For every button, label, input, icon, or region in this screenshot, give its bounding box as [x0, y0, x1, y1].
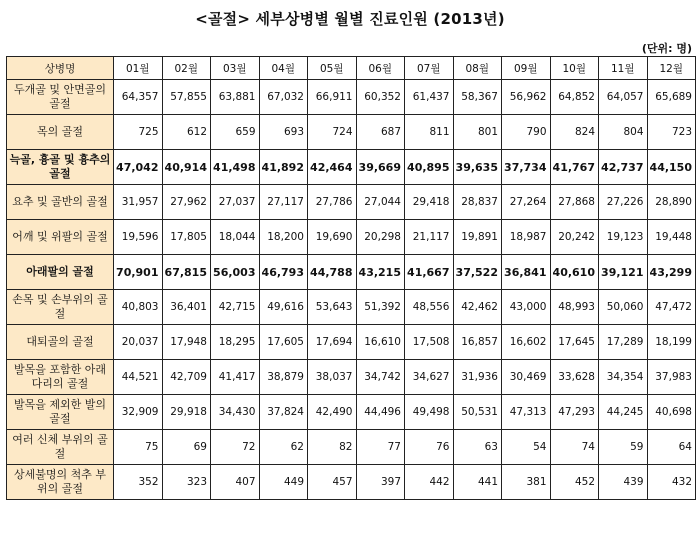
table-cell-value: 36,841 — [502, 255, 551, 290]
header-month-01: 01월 — [114, 57, 163, 80]
table-cell-value: 50,531 — [453, 395, 502, 430]
row-disease-name: 두개골 및 안면골의 골절 — [7, 80, 114, 115]
table-cell-value: 67,815 — [162, 255, 211, 290]
table-cell-value: 28,890 — [647, 185, 696, 220]
table-row — [7, 430, 696, 465]
table-cell-value: 824 — [550, 115, 599, 150]
table-row — [7, 150, 696, 185]
table-cell-value: 74 — [550, 430, 599, 465]
table-cell-value: 30,469 — [502, 360, 551, 395]
table-cell-value: 54 — [502, 430, 551, 465]
table-cell-value: 44,150 — [647, 150, 696, 185]
table-cell-value: 66,911 — [308, 80, 357, 115]
table-cell-value: 48,556 — [405, 290, 454, 325]
table-row — [7, 395, 696, 430]
header-month-03: 03월 — [211, 57, 260, 80]
row-disease-name: 어깨 및 위팔의 골절 — [7, 220, 114, 255]
table-cell-value: 34,627 — [405, 360, 454, 395]
table-cell-value: 59 — [599, 430, 648, 465]
table-cell-value: 51,392 — [356, 290, 405, 325]
header-month-08: 08월 — [453, 57, 502, 80]
table-cell-value: 41,667 — [405, 255, 454, 290]
table-cell-value: 56,962 — [502, 80, 551, 115]
table-cell-value: 32,909 — [114, 395, 163, 430]
table-cell-value: 29,418 — [405, 185, 454, 220]
table-cell-value: 801 — [453, 115, 502, 150]
table-cell-value: 50,060 — [599, 290, 648, 325]
table-cell-value: 70,901 — [114, 255, 163, 290]
table-cell-value: 27,044 — [356, 185, 405, 220]
unit-label: (단위: 명) — [641, 42, 692, 55]
table-cell-value: 72 — [211, 430, 260, 465]
header-month-04: 04월 — [259, 57, 308, 80]
table-row — [7, 255, 696, 290]
table-cell-value: 49,498 — [405, 395, 454, 430]
table-cell-value: 64,852 — [550, 80, 599, 115]
table-cell-value: 27,786 — [308, 185, 357, 220]
row-disease-name: 여러 신체 부위의 골절 — [7, 430, 114, 465]
table-cell-value: 27,117 — [259, 185, 308, 220]
table-cell-value: 31,936 — [453, 360, 502, 395]
table-cell-value: 40,610 — [550, 255, 599, 290]
table-cell-value: 442 — [405, 465, 454, 500]
header-row — [7, 57, 696, 80]
table-cell-value: 19,596 — [114, 220, 163, 255]
table-cell-value: 17,948 — [162, 325, 211, 360]
table-cell-value: 20,242 — [550, 220, 599, 255]
table-cell-value: 75 — [114, 430, 163, 465]
header-month-05: 05월 — [308, 57, 357, 80]
table-cell-value: 53,643 — [308, 290, 357, 325]
table-cell-value: 19,690 — [308, 220, 357, 255]
table-cell-value: 27,264 — [502, 185, 551, 220]
table-cell-value: 76 — [405, 430, 454, 465]
table-cell-value: 41,767 — [550, 150, 599, 185]
table-cell-value: 17,605 — [259, 325, 308, 360]
table-cell-value: 17,508 — [405, 325, 454, 360]
table-cell-value: 42,737 — [599, 150, 648, 185]
table-cell-value: 724 — [308, 115, 357, 150]
row-disease-name: 늑골, 흉골 및 흉추의 골절 — [7, 150, 114, 185]
header-month-11: 11월 — [599, 57, 648, 80]
table-cell-value: 723 — [647, 115, 696, 150]
table-cell-value: 47,293 — [550, 395, 599, 430]
table-cell-value: 44,788 — [308, 255, 357, 290]
fracture-table — [6, 56, 696, 500]
table-cell-value: 18,295 — [211, 325, 260, 360]
table-row — [7, 80, 696, 115]
table-cell-value: 47,313 — [502, 395, 551, 430]
table-cell-value: 381 — [502, 465, 551, 500]
table-cell-value: 725 — [114, 115, 163, 150]
table-cell-value: 41,498 — [211, 150, 260, 185]
table-row — [7, 220, 696, 255]
table-cell-value: 21,117 — [405, 220, 454, 255]
table-row — [7, 185, 696, 220]
table-cell-value: 790 — [502, 115, 551, 150]
table-cell-value: 77 — [356, 430, 405, 465]
header-month-02: 02월 — [162, 57, 211, 80]
table-cell-value: 82 — [308, 430, 357, 465]
row-disease-name: 대퇴골의 골절 — [7, 325, 114, 360]
table-cell-value: 40,895 — [405, 150, 454, 185]
table-cell-value: 17,645 — [550, 325, 599, 360]
table-row — [7, 360, 696, 395]
table-cell-value: 38,879 — [259, 360, 308, 395]
table-cell-value: 38,037 — [308, 360, 357, 395]
table-cell-value: 65,689 — [647, 80, 696, 115]
row-disease-name: 아래팔의 골절 — [7, 255, 114, 290]
row-disease-name: 손목 및 손부위의 골절 — [7, 290, 114, 325]
table-cell-value: 612 — [162, 115, 211, 150]
table-cell-value: 432 — [647, 465, 696, 500]
table-cell-value: 56,003 — [211, 255, 260, 290]
table-cell-value: 63 — [453, 430, 502, 465]
table-cell-value: 33,628 — [550, 360, 599, 395]
table-cell-value: 27,868 — [550, 185, 599, 220]
table-cell-value: 441 — [453, 465, 502, 500]
table-cell-value: 16,602 — [502, 325, 551, 360]
table-cell-value: 41,892 — [259, 150, 308, 185]
table-cell-value: 17,289 — [599, 325, 648, 360]
table-cell-value: 36,401 — [162, 290, 211, 325]
table-cell-value: 27,962 — [162, 185, 211, 220]
table-row — [7, 465, 696, 500]
table-cell-value: 43,215 — [356, 255, 405, 290]
table-cell-value: 17,805 — [162, 220, 211, 255]
table-cell-value: 47,472 — [647, 290, 696, 325]
table-cell-value: 39,635 — [453, 150, 502, 185]
header-month-09: 09월 — [502, 57, 551, 80]
table-cell-value: 439 — [599, 465, 648, 500]
table-cell-value: 687 — [356, 115, 405, 150]
table-cell-value: 42,709 — [162, 360, 211, 395]
table-cell-value: 42,715 — [211, 290, 260, 325]
row-disease-name: 발목을 제외한 발의 골절 — [7, 395, 114, 430]
table-cell-value: 18,199 — [647, 325, 696, 360]
table-cell-value: 29,918 — [162, 395, 211, 430]
table-cell-value: 43,299 — [647, 255, 696, 290]
row-disease-name: 상세불명의 척추 부위의 골절 — [7, 465, 114, 500]
table-cell-value: 34,430 — [211, 395, 260, 430]
table-cell-value: 61,437 — [405, 80, 454, 115]
table-cell-value: 37,734 — [502, 150, 551, 185]
page-title: <골절> 세부상병별 월별 진료인원 (2013년) — [195, 10, 505, 28]
table-cell-value: 16,610 — [356, 325, 405, 360]
table-cell-value: 19,891 — [453, 220, 502, 255]
table-cell-value: 63,881 — [211, 80, 260, 115]
table-cell-value: 44,496 — [356, 395, 405, 430]
table-cell-value: 62 — [259, 430, 308, 465]
table-cell-value: 40,803 — [114, 290, 163, 325]
table-cell-value: 44,245 — [599, 395, 648, 430]
table-cell-value: 452 — [550, 465, 599, 500]
table-cell-value: 48,993 — [550, 290, 599, 325]
row-disease-name: 발목을 포함한 아래다리의 골절 — [7, 360, 114, 395]
table-cell-value: 659 — [211, 115, 260, 150]
table-cell-value: 69 — [162, 430, 211, 465]
table-cell-value: 67,032 — [259, 80, 308, 115]
table-cell-value: 47,042 — [114, 150, 163, 185]
table-cell-value: 19,123 — [599, 220, 648, 255]
table-cell-value: 64,357 — [114, 80, 163, 115]
table-cell-value: 42,464 — [308, 150, 357, 185]
table-cell-value: 18,987 — [502, 220, 551, 255]
table-cell-value: 352 — [114, 465, 163, 500]
table-cell-value: 34,742 — [356, 360, 405, 395]
table-body — [7, 80, 696, 500]
row-disease-name: 요추 및 골반의 골절 — [7, 185, 114, 220]
row-disease-name: 목의 골절 — [7, 115, 114, 150]
header-month-07: 07월 — [405, 57, 454, 80]
table-cell-value: 18,200 — [259, 220, 308, 255]
table-row — [7, 290, 696, 325]
table-cell-value: 39,121 — [599, 255, 648, 290]
table-cell-value: 42,462 — [453, 290, 502, 325]
table-cell-value: 40,698 — [647, 395, 696, 430]
table-cell-value: 37,522 — [453, 255, 502, 290]
table-cell-value: 19,448 — [647, 220, 696, 255]
table-cell-value: 457 — [308, 465, 357, 500]
table-cell-value: 42,490 — [308, 395, 357, 430]
table-cell-value: 58,367 — [453, 80, 502, 115]
table-cell-value: 39,669 — [356, 150, 405, 185]
table-cell-value: 43,000 — [502, 290, 551, 325]
table-cell-value: 18,044 — [211, 220, 260, 255]
table-cell-value: 64 — [647, 430, 696, 465]
table-cell-value: 49,616 — [259, 290, 308, 325]
header-month-10: 10월 — [550, 57, 599, 80]
table-cell-value: 407 — [211, 465, 260, 500]
table-cell-value: 397 — [356, 465, 405, 500]
table-cell-value: 20,298 — [356, 220, 405, 255]
table-cell-value: 811 — [405, 115, 454, 150]
table-cell-value: 37,824 — [259, 395, 308, 430]
header-month-12: 12월 — [647, 57, 696, 80]
table-cell-value: 27,037 — [211, 185, 260, 220]
table-cell-value: 20,037 — [114, 325, 163, 360]
table-cell-value: 41,417 — [211, 360, 260, 395]
table-cell-value: 17,694 — [308, 325, 357, 360]
table-cell-value: 60,352 — [356, 80, 405, 115]
table-cell-value: 449 — [259, 465, 308, 500]
table-cell-value: 37,983 — [647, 360, 696, 395]
header-disease-name: 상병명 — [7, 57, 114, 80]
table-cell-value: 57,855 — [162, 80, 211, 115]
table-row — [7, 115, 696, 150]
table-cell-value: 28,837 — [453, 185, 502, 220]
table-cell-value: 16,857 — [453, 325, 502, 360]
table-cell-value: 34,354 — [599, 360, 648, 395]
table-cell-value: 31,957 — [114, 185, 163, 220]
table-row — [7, 325, 696, 360]
table-cell-value: 64,057 — [599, 80, 648, 115]
header-month-06: 06월 — [356, 57, 405, 80]
table-cell-value: 693 — [259, 115, 308, 150]
table-cell-value: 46,793 — [259, 255, 308, 290]
table-cell-value: 323 — [162, 465, 211, 500]
table-cell-value: 27,226 — [599, 185, 648, 220]
table-cell-value: 44,521 — [114, 360, 163, 395]
table-cell-value: 804 — [599, 115, 648, 150]
table-cell-value: 40,914 — [162, 150, 211, 185]
